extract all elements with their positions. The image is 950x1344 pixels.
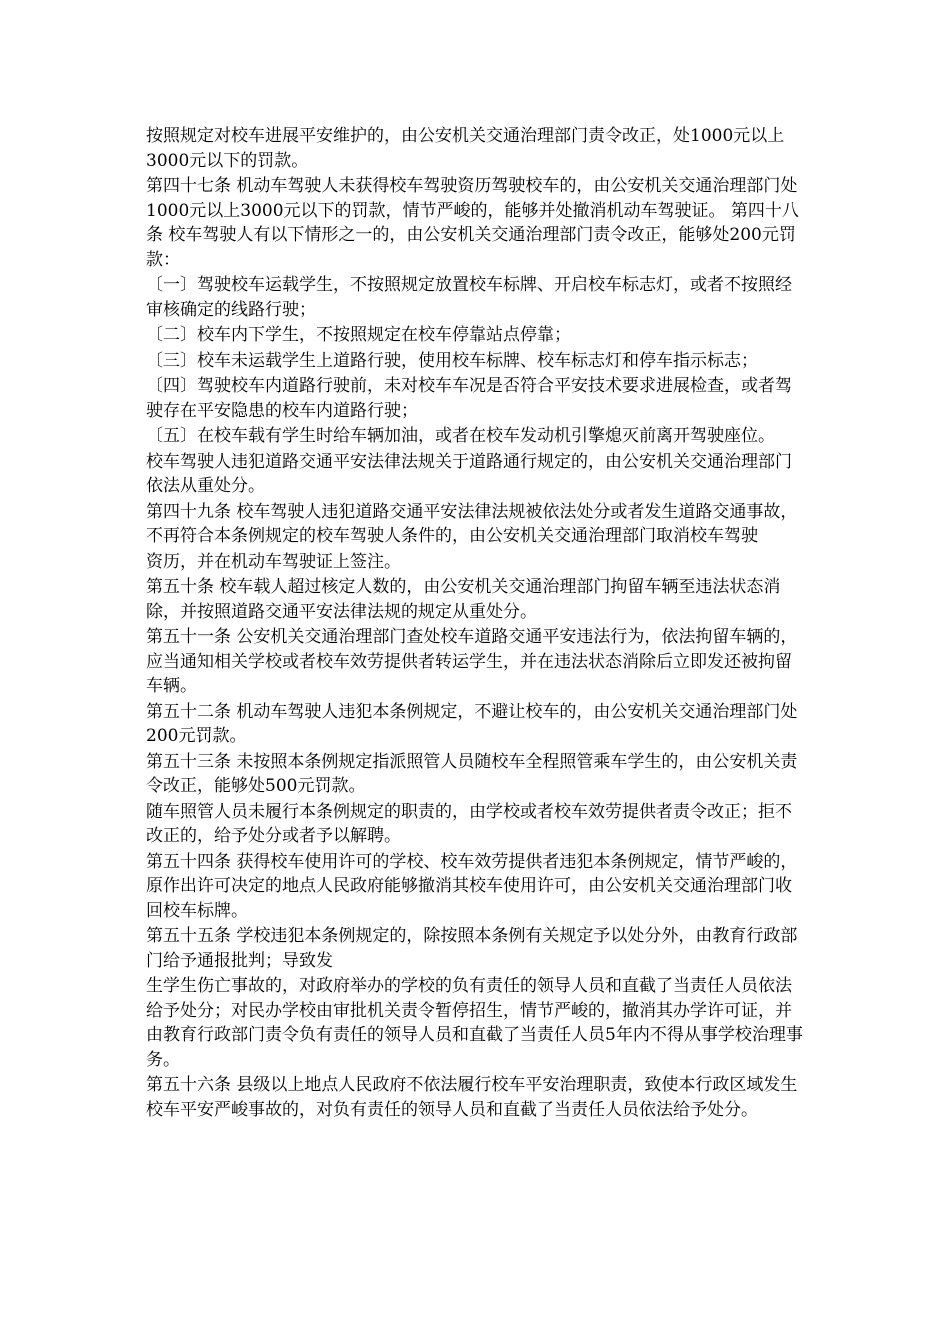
paragraph-5: 〔三〕校车未运载学生上道路行驶，使用校车标牌、校车标志灯和停车指示标志；	[146, 350, 758, 371]
paragraph-2: 第四十七条 机动车驾驶人未获得校车驾驶资历驾驶校车的，由公安机关交通治理部门处1000元以上3000元以下的罚款，情节严峻的，能够并处撤消机动车驾驶证。 第四十八条 校车驾驶人有以下情形之一的，由公安机关交通治理部门责令改正，能够处200元罚款：	[146, 176, 799, 270]
paragraph-12: 第五十一条 公安机关交通治理部门查处校车道路交通平安违法行为，依法拘留车辆的，应当通知相关学校或者校车效劳提供者转运学生，并在违法状态消除后立即发还被拘留车辆。	[146, 627, 798, 696]
document-body	[146, 124, 806, 1123]
paragraph-16: 第五十四条 获得校车使用许可的学校、校车效劳提供者违犯本条例规定，情节严峻的，原作出许可决定的地点人民政府能够撤消其校车使用许可，由公安机关交通治理部门收回校车标牌。	[146, 851, 798, 921]
paragraph-15: 随车照管人员未履行本条例规定的职责的，由学校或者校车效劳提供者责令改正；拒不改正的，给予处分或者予以解聘。	[146, 801, 792, 846]
paragraph-17: 第五十五条 学校违犯本条例规定的，除按照本条例有关规定予以处分外，由教育行政部门给予通报批判；导致发	[146, 926, 798, 971]
paragraph-6: 〔四〕驾驶校车内道路行驶前，未对校车车况是否符合平安技术要求进展检查，或者驾驶存在平安隐患的校车内道路行驶；	[146, 376, 792, 421]
paragraph-18: 生学生伤亡事故的，对政府举办的学校的负有责任的领导人员和直截了当责任人员依法给予处分；对民办学校由审批机关责令暂停招生，情节严峻的，撤消其办学许可证，并由教育行政部门责令负有责任的领导人员和直截了当责任人员5年内不得从事学校治理事务。	[146, 976, 803, 1070]
paragraph-8: 校车驾驶人违犯道路交通平安法律法规关于道路通行规定的，由公安机关交通治理部门依法从重处分。	[146, 451, 792, 496]
paragraph-10: 资历，并在机动车驾驶证上签注。	[146, 551, 401, 572]
paragraph-11: 第五十条 校车载人超过核定人数的，由公安机关交通治理部门拘留车辆至违法状态消除，并按照道路交通平安法律法规的规定从重处分。	[146, 577, 781, 622]
paragraph-4: 〔二〕校车内下学生，不按照规定在校车停靠站点停靠；	[146, 325, 571, 345]
paragraph-9: 第四十九条 校车驾驶人违犯道路交通平安法律法规被依法处分或者发生道路交通事故，不再符合本条例规定的校车驾驶人条件的，由公安机关交通治理部门取消校车驾驶	[146, 501, 798, 546]
paragraph-3: 〔一〕驾驶校车运载学生，不按照规定放置校车标牌、开启校车标志灯，或者不按照经审核确定的线路行驶；	[146, 275, 792, 320]
paragraph-7: 〔五〕在校车载有学生时给车辆加油，或者在校车发动机引擎熄灭前离开驾驶座位。	[146, 426, 775, 446]
paragraph-14: 第五十三条 未按照本条例规定指派照管人员随校车全程照管乘车学生的，由公安机关责令改正，能够处500元罚款。	[146, 751, 798, 796]
paragraph-19: 第五十六条 县级以上地点人民政府不依法履行校车平安治理职责，致使本行政区域发生校车平安严峻事故的，对负有责任的领导人员和直截了当责任人员依法给予处分。	[146, 1075, 798, 1120]
paragraph-13: 第五十二条 机动车驾驶人违犯本条例规定，不避让校车的，由公安机关交通治理部门处200元罚款。	[146, 701, 798, 746]
paragraph-1: 按照规定对校车进展平安维护的，由公安机关交通治理部门责令改正，处1000元以上3000元以下的罚款。	[146, 126, 785, 171]
